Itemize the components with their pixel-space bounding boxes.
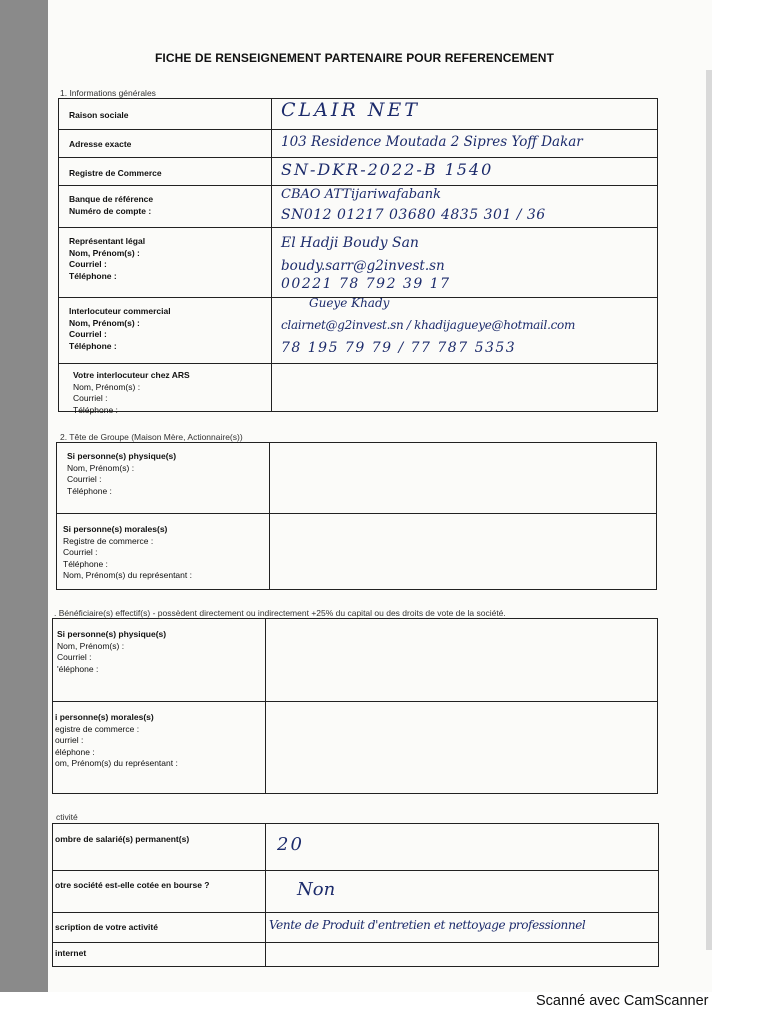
label-nom: Nom, Prénom(s) : <box>69 247 140 258</box>
label-ars: Votre interlocuteur chez ARS <box>73 370 190 380</box>
value-bourse: Non <box>297 879 336 900</box>
label-courriel: Courriel : <box>69 329 107 339</box>
scan-margin <box>712 0 768 992</box>
label-telephone: Téléphone : <box>69 270 117 281</box>
section-heading: ctivité <box>56 812 78 822</box>
general-info-table <box>58 98 658 415</box>
label-nom: Nom, Prénom(s) : <box>67 462 135 473</box>
label-morale: Si personne(s) morales(s) <box>63 524 168 534</box>
row-salaries <box>53 824 658 870</box>
label-registre: Registre de Commerce <box>69 168 162 178</box>
label-bourse: otre société est-elle cotée en bourse ? <box>55 880 210 890</box>
value-registre: SN-DKR-2022-B 1540 <box>281 160 494 179</box>
camscanner-watermark: Scanné avec CamScanner <box>536 993 709 1009</box>
row-interlocuteur <box>59 297 657 363</box>
value-banque: CBAO ATTijariwafabank <box>281 187 442 202</box>
label-morale: i personne(s) morales(s) <box>55 712 154 722</box>
label-salaries: ombre de salarié(s) permanent(s) <box>55 834 190 844</box>
label-compte: Numéro de compte : <box>69 205 152 216</box>
row-groupe-morale <box>57 513 656 591</box>
section-heading: 1. Informations générales <box>60 88 156 98</box>
section-heading: . Bénéficiaire(s) effectif(s) - possèdent directement ou indirectement +25% du capital ou des droits de vote de la société. <box>54 608 506 618</box>
label-registre: Registre de commerce : <box>63 535 154 546</box>
value-interlocuteur-telephone: 78 195 79 79 / 77 787 5353 <box>281 340 517 356</box>
label-nom: Nom, Prénom(s) : <box>73 381 141 392</box>
label-representant: Nom, Prénom(s) du représentant : <box>63 570 192 580</box>
label-physique: Si personne(s) physique(s) <box>57 629 167 639</box>
label-courriel: Courriel : <box>73 393 108 403</box>
label-physique: Si personne(s) physique(s) <box>67 451 177 461</box>
label-representant: om, Prénom(s) du représentant : <box>55 758 178 768</box>
label-description: scription de votre activité <box>55 922 158 932</box>
value-compte: SN012 01217 03680 4835 301 / 36 <box>281 207 546 223</box>
activity-table <box>52 823 659 967</box>
row-internet <box>53 942 658 968</box>
row-representant <box>59 227 657 297</box>
label-courriel: Courriel : <box>67 474 102 484</box>
value-representant-courriel: boudy.sarr@g2invest.sn <box>281 258 445 274</box>
label-banque: Banque de référence <box>69 194 154 204</box>
row-raison-sociale <box>59 99 657 129</box>
label-telephone: Téléphone : <box>67 485 112 496</box>
value-representant-nom: El Hadji Boudy San <box>281 235 419 251</box>
label-registre: egistre de commerce : <box>55 723 140 734</box>
group-table <box>56 442 657 590</box>
row-adresse <box>59 129 657 157</box>
row-beneficiaire-physique <box>53 619 657 701</box>
label-courriel: Courriel : <box>57 652 92 662</box>
beneficiary-table <box>52 618 658 794</box>
label-telephone: Téléphone : <box>63 558 108 569</box>
label-telephone: Téléphone : <box>73 404 118 415</box>
paper-edge <box>706 70 712 950</box>
label-nom: Nom, Prénom(s) : <box>57 640 125 651</box>
value-interlocuteur-nom: Gueye Khady <box>309 296 390 310</box>
label-raison-sociale: Raison sociale <box>69 110 129 120</box>
label-adresse: Adresse exacte <box>69 139 132 149</box>
row-description <box>53 912 658 942</box>
row-registre <box>59 157 657 185</box>
label-courriel: Courriel : <box>63 547 98 557</box>
label-nom: Nom, Prénom(s) : <box>69 317 140 328</box>
row-groupe-physique <box>57 443 656 513</box>
label-telephone: éléphone : <box>55 746 95 757</box>
label-courriel: Courriel : <box>69 259 107 269</box>
row-beneficiaire-morale <box>53 701 657 795</box>
label-interlocuteur: Interlocuteur commercial <box>69 306 171 316</box>
label-telephone: 'éléphone : <box>57 663 99 674</box>
value-representant-telephone: 00221 78 792 39 17 <box>281 276 451 292</box>
label-internet: internet <box>55 948 87 958</box>
section-heading: 2. Tête de Groupe (Maison Mère, Actionnaire(s)) <box>60 432 243 442</box>
value-salaries: 20 <box>277 834 304 855</box>
value-interlocuteur-courriel: clairnet@g2invest.sn / khadijagueye@hotmail.com <box>281 318 576 332</box>
value-adresse: 103 Residence Moutada 2 Sipres Yoff Dakar <box>281 134 583 150</box>
value-description: Vente de Produit d'entretien et nettoyage professionnel <box>269 918 586 932</box>
label-representant: Représentant légal <box>69 236 146 246</box>
row-bourse <box>53 870 658 912</box>
row-banque <box>59 185 657 227</box>
row-ars <box>59 363 657 413</box>
form-title: FICHE DE RENSEIGNEMENT PARTENAIRE POUR REFERENCEMENT <box>155 51 555 65</box>
label-telephone: Téléphone : <box>69 340 117 351</box>
value-raison-sociale: CLAIR NET <box>281 99 420 121</box>
label-courriel: ourriel : <box>55 735 84 745</box>
